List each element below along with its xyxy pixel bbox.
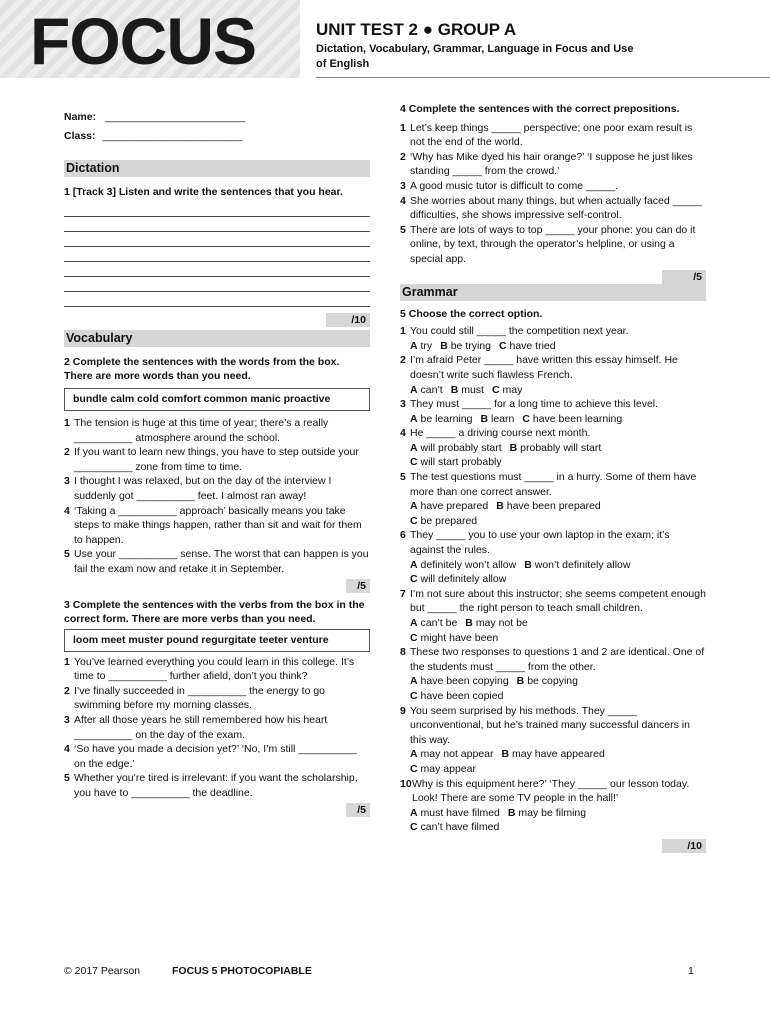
options-row	[400, 747, 706, 762]
question-text: After all those years he still remembered how his heart __________ on the day of the exam.	[74, 714, 328, 741]
question-text: The test questions must _____ in a hurry. Some of them have more than one correct answer.	[410, 471, 697, 498]
options-row	[400, 558, 706, 573]
question-text: I’ve finally succeeded in __________ the energy to go swimming before my morning classes.	[74, 684, 326, 712]
option-a[interactable]	[410, 617, 457, 629]
option-a[interactable]	[410, 442, 502, 454]
question-item[interactable]	[400, 704, 706, 748]
question-number: 9	[400, 704, 406, 717]
footer-label: FOCUS 5 PHOTOCOPIABLE	[172, 965, 312, 977]
question-number: 3	[64, 714, 70, 727]
answer-line[interactable]	[64, 232, 370, 247]
option-letter: C	[498, 339, 507, 352]
question-item[interactable]	[64, 655, 370, 684]
option-c[interactable]	[410, 821, 499, 833]
options-row	[400, 820, 706, 835]
page-number: 1	[688, 965, 694, 977]
answer-line[interactable]	[64, 202, 370, 217]
question-text: You’ve learned everything you could learn in this college. It’s time to __________ further afield, don’t you think?	[74, 655, 355, 683]
q2-score: /5	[346, 579, 370, 593]
grammar-heading: Grammar	[400, 284, 706, 301]
class-label: Class:	[64, 129, 96, 142]
option-letter: B	[465, 617, 473, 629]
question-item[interactable]	[64, 771, 370, 800]
question-text: Let’s keep things _____ perspective; one poor exam result is not the end of the world.	[410, 121, 693, 149]
question-text: ‘Why has Mike dyed his hair orange?’ ‘I suppose he just likes standing _____ from the crowd.’	[410, 150, 693, 178]
options-row	[400, 412, 706, 427]
option-text: won’t definitely allow	[534, 558, 631, 571]
option-text: be trying	[450, 339, 491, 352]
option-c[interactable]	[492, 384, 522, 396]
option-b[interactable]	[480, 413, 514, 425]
question-text: ‘Taking a __________ approach’ basically means you take steps to make things happen, rather than sit and wait for them to happen.	[74, 504, 362, 546]
focus-logo: FOCUS	[30, 4, 256, 78]
option-letter: C	[410, 573, 418, 586]
page-title: UNIT TEST 2 ● GROUP A	[316, 20, 517, 39]
question-number: 3	[64, 475, 70, 488]
option-c[interactable]	[522, 413, 622, 425]
header-divider	[316, 77, 770, 78]
question-text: Whether you’re tired is irrelevant: if you want the scholarship, you have to __________ the deadline.	[74, 772, 358, 800]
question-text: They _____ you to use your own laptop in the exam; it’s against the rules.	[410, 529, 670, 557]
answer-line[interactable]	[64, 247, 370, 262]
right-column	[400, 102, 706, 853]
option-b[interactable]	[465, 617, 527, 629]
question-number: 2	[64, 446, 70, 459]
option-text: must have filmed	[420, 806, 500, 819]
options-row	[400, 455, 706, 470]
option-text: learn	[491, 412, 515, 425]
q2-instruction: 2 Complete the sentences with the words from the box. There are more words than you need.	[64, 355, 340, 383]
option-letter: B	[480, 412, 489, 425]
question-number: 1	[400, 121, 406, 134]
option-a[interactable]	[410, 675, 509, 687]
question-text: I’m not sure about this instructor; she seems competent enough but _____ the right person to teach small children.	[410, 587, 706, 615]
option-c[interactable]	[410, 515, 477, 527]
question-item[interactable]	[400, 353, 706, 382]
option-b[interactable]	[440, 340, 491, 352]
option-letter: C	[522, 412, 530, 425]
option-c[interactable]	[410, 763, 476, 775]
option-text: will probably start	[420, 441, 502, 454]
question-text: He _____ a driving course next month.	[410, 427, 591, 440]
class-row	[64, 129, 370, 144]
option-text: will start probably	[420, 456, 502, 469]
q2-word-box: bundle calm cold comfort common manic proactive	[64, 388, 370, 411]
question-number: 1	[64, 416, 70, 429]
options-row	[400, 806, 706, 821]
option-letter: C	[491, 383, 500, 396]
option-b[interactable]	[524, 559, 630, 571]
option-letter: B	[440, 339, 448, 352]
option-letter: B	[501, 748, 510, 761]
options-row	[400, 339, 706, 354]
option-c[interactable]	[410, 573, 506, 585]
option-letter: C	[410, 514, 418, 527]
option-letter: A	[410, 675, 418, 688]
option-letter: B	[450, 383, 459, 396]
question-item[interactable]	[400, 223, 706, 267]
question-number: 7	[400, 587, 406, 600]
answer-line[interactable]	[64, 262, 370, 277]
question-text: ‘So have you made a decision yet?’ ‘No, I’m still __________ on the edge.’	[74, 743, 357, 770]
page-subtitle: Dictation, Vocabulary, Grammar, Language in Focus and Use of English	[316, 43, 634, 70]
option-text: have prepared	[420, 500, 489, 513]
option-a[interactable]	[410, 748, 493, 760]
name-label: Name:	[64, 111, 97, 123]
footer-copyright: © 2017 Pearson	[64, 965, 141, 977]
option-a[interactable]	[410, 807, 500, 819]
answer-line[interactable]	[64, 277, 370, 292]
question-number: 4	[64, 504, 70, 517]
dictation-lines[interactable]	[64, 202, 370, 307]
question-item[interactable]	[400, 645, 706, 674]
name-blank[interactable]: ________________________	[105, 111, 246, 123]
option-text: may	[502, 383, 523, 396]
question-number: 1	[64, 655, 70, 668]
option-letter: C	[410, 821, 418, 834]
options-row	[400, 762, 706, 777]
question-number: 5	[400, 471, 406, 484]
options-row	[400, 383, 706, 398]
question-number: 3	[400, 179, 406, 192]
question-item[interactable]	[400, 777, 706, 806]
question-text: There are lots of ways to top _____ your phone: you can do it online, by text, through the operator’s helpline, or using a special app.	[410, 223, 696, 265]
option-letter: A	[410, 339, 418, 352]
question-text: The tension is huge at this time of year; there’s a really __________ atmosphere around the school.	[74, 416, 329, 444]
option-text: may be filming	[518, 806, 587, 819]
options-row	[400, 689, 706, 704]
question-number: 5	[64, 548, 70, 561]
option-text: have been copying	[420, 675, 509, 688]
q4-score: /5	[662, 270, 706, 284]
option-letter: A	[410, 806, 418, 819]
option-c[interactable]	[410, 632, 498, 644]
option-letter: A	[410, 441, 418, 454]
q3-score: /5	[346, 803, 370, 817]
question-text: I thought I was relaxed, but on the day of the interview I suddenly got __________ feet. I almost ran away!	[74, 475, 332, 502]
question-text: I’m afraid Peter _____ have written this essay himself. He doesn’t write such flawless French.	[410, 354, 678, 381]
options-row	[400, 499, 706, 514]
option-letter: B	[496, 500, 504, 513]
option-letter: C	[410, 762, 418, 775]
option-b[interactable]	[508, 807, 586, 819]
option-text: be copying	[527, 675, 578, 688]
option-text: will definitely allow	[420, 573, 507, 586]
question-item[interactable]	[400, 397, 706, 412]
question-item[interactable]	[400, 324, 706, 339]
q2-items	[64, 416, 370, 577]
option-a[interactable]	[410, 559, 516, 571]
option-letter: B	[509, 441, 518, 454]
question-item[interactable]	[400, 528, 706, 557]
option-text: may have appeared	[512, 748, 605, 761]
answer-line[interactable]	[64, 292, 370, 307]
question-number: 2	[64, 684, 70, 697]
dictation-score: /10	[326, 313, 370, 327]
question-item[interactable]	[400, 194, 706, 223]
logo-band	[0, 0, 300, 78]
option-text: have been copied	[420, 689, 504, 702]
question-number: 6	[400, 529, 406, 542]
name-row	[64, 110, 370, 125]
question-item[interactable]	[400, 470, 706, 499]
option-text: can’t	[420, 383, 443, 396]
option-b[interactable]	[501, 748, 604, 760]
question-number: 5	[64, 772, 70, 785]
option-b[interactable]	[451, 384, 484, 396]
option-letter: A	[410, 383, 418, 396]
option-text: definitely won’t allow	[420, 558, 517, 571]
dictation-instruction: 1 [Track 3] Listen and write the sentences that you hear.	[64, 186, 343, 199]
q5-score: /10	[662, 839, 706, 853]
option-c[interactable]	[410, 690, 503, 702]
option-text: try	[420, 339, 433, 352]
option-text: might have been	[420, 631, 499, 644]
question-number: 5	[400, 223, 406, 236]
option-text: have tried	[509, 339, 556, 352]
option-letter: C	[410, 456, 418, 469]
option-text: must	[461, 383, 484, 396]
option-text: may appear	[420, 762, 476, 775]
option-letter: A	[410, 748, 418, 761]
q3-word-box: loom meet muster pound regurgitate teeter venture	[64, 629, 370, 652]
question-text: A good music tutor is difficult to come _____.	[410, 179, 619, 192]
option-b[interactable]	[496, 500, 601, 512]
question-text: She worries about many things, but when actually faced _____ difficulties, she shows impressive self-control.	[410, 194, 702, 222]
question-item[interactable]	[64, 416, 370, 445]
question-text: These two responses to questions 1 and 2 are identical. One of the students must _____ from the other.	[410, 646, 705, 673]
option-letter: B	[516, 675, 525, 688]
option-text: have been learning	[532, 412, 623, 425]
question-item[interactable]	[400, 121, 706, 150]
option-letter: A	[410, 412, 418, 425]
options-row	[400, 674, 706, 689]
question-item[interactable]	[64, 742, 370, 771]
question-item[interactable]	[64, 504, 370, 548]
q4-instruction: 4 Complete the sentences with the correct prepositions.	[400, 103, 680, 115]
option-text: can’t be	[420, 617, 458, 629]
question-text: If you want to learn new things, you have to step outside your __________ zone from time to time.	[74, 446, 359, 473]
question-text: They must _____ for a long time to achieve this level.	[410, 398, 659, 411]
option-a[interactable]	[410, 384, 443, 396]
option-b[interactable]	[517, 675, 578, 687]
option-text: be prepared	[420, 514, 478, 527]
option-c[interactable]	[499, 340, 556, 352]
option-letter: B	[524, 558, 532, 571]
options-row	[400, 616, 706, 631]
option-text: may not appear	[420, 748, 494, 761]
q5-items	[400, 324, 706, 835]
question-text: Use your __________ sense. The worst that can happen is you fail the exam now and retake it in September.	[74, 548, 369, 575]
question-item[interactable]	[64, 547, 370, 576]
options-row	[400, 514, 706, 529]
option-a[interactable]	[410, 413, 472, 425]
question-text: You seem surprised by his methods. They _____ unconventional, but he’s trained many successful dancers in this way.	[410, 704, 690, 746]
question-item[interactable]	[64, 684, 370, 713]
question-text: Why is this equipment here?’ ‘They _____ our lesson today. Look! There are some TV people in the hall!’	[412, 777, 690, 805]
question-number: 4	[400, 427, 406, 440]
question-item[interactable]	[64, 445, 370, 474]
q5-instruction: 5 Choose the correct option.	[400, 307, 543, 320]
question-number: 3	[400, 398, 406, 411]
option-letter: A	[410, 617, 418, 629]
question-text: You could still _____ the competition next year.	[410, 325, 629, 338]
question-item[interactable]	[400, 179, 706, 194]
question-number: 4	[64, 743, 70, 756]
question-number: 2	[400, 150, 406, 163]
q3-items	[64, 655, 370, 801]
option-letter: A	[410, 558, 418, 571]
option-letter: C	[410, 631, 418, 644]
option-text: probably will start	[520, 441, 602, 454]
option-b[interactable]	[510, 442, 602, 454]
option-text: be learning	[420, 412, 473, 425]
question-item[interactable]	[64, 713, 370, 742]
answer-line[interactable]	[64, 217, 370, 232]
options-row	[400, 631, 706, 646]
option-text: may not be	[475, 617, 528, 629]
options-row	[400, 572, 706, 587]
question-number: 1	[400, 325, 406, 338]
left-column	[64, 110, 370, 817]
option-c[interactable]	[410, 456, 502, 468]
options-row	[400, 441, 706, 456]
q4-items	[400, 121, 706, 267]
question-item[interactable]	[64, 474, 370, 503]
question-item[interactable]	[400, 587, 706, 616]
question-number: 4	[400, 194, 406, 207]
option-text: can’t have filmed	[420, 821, 500, 834]
question-number: 8	[400, 646, 406, 659]
option-letter: B	[507, 806, 516, 819]
dictation-heading: Dictation	[64, 160, 370, 177]
question-number: 2	[400, 354, 406, 367]
option-text: have been prepared	[506, 500, 601, 513]
vocabulary-heading: Vocabulary	[64, 330, 370, 347]
q3-instruction: 3 Complete the sentences with the verbs from the box in the correct form. There are more verbs than you need.	[64, 598, 365, 626]
question-item[interactable]	[400, 426, 706, 441]
question-number: 10	[400, 777, 412, 790]
option-letter: A	[410, 500, 418, 513]
option-a[interactable]	[410, 340, 432, 352]
class-blank[interactable]: ________________________	[102, 129, 243, 142]
question-item[interactable]	[400, 150, 706, 179]
option-a[interactable]	[410, 500, 488, 512]
option-letter: C	[410, 689, 418, 702]
